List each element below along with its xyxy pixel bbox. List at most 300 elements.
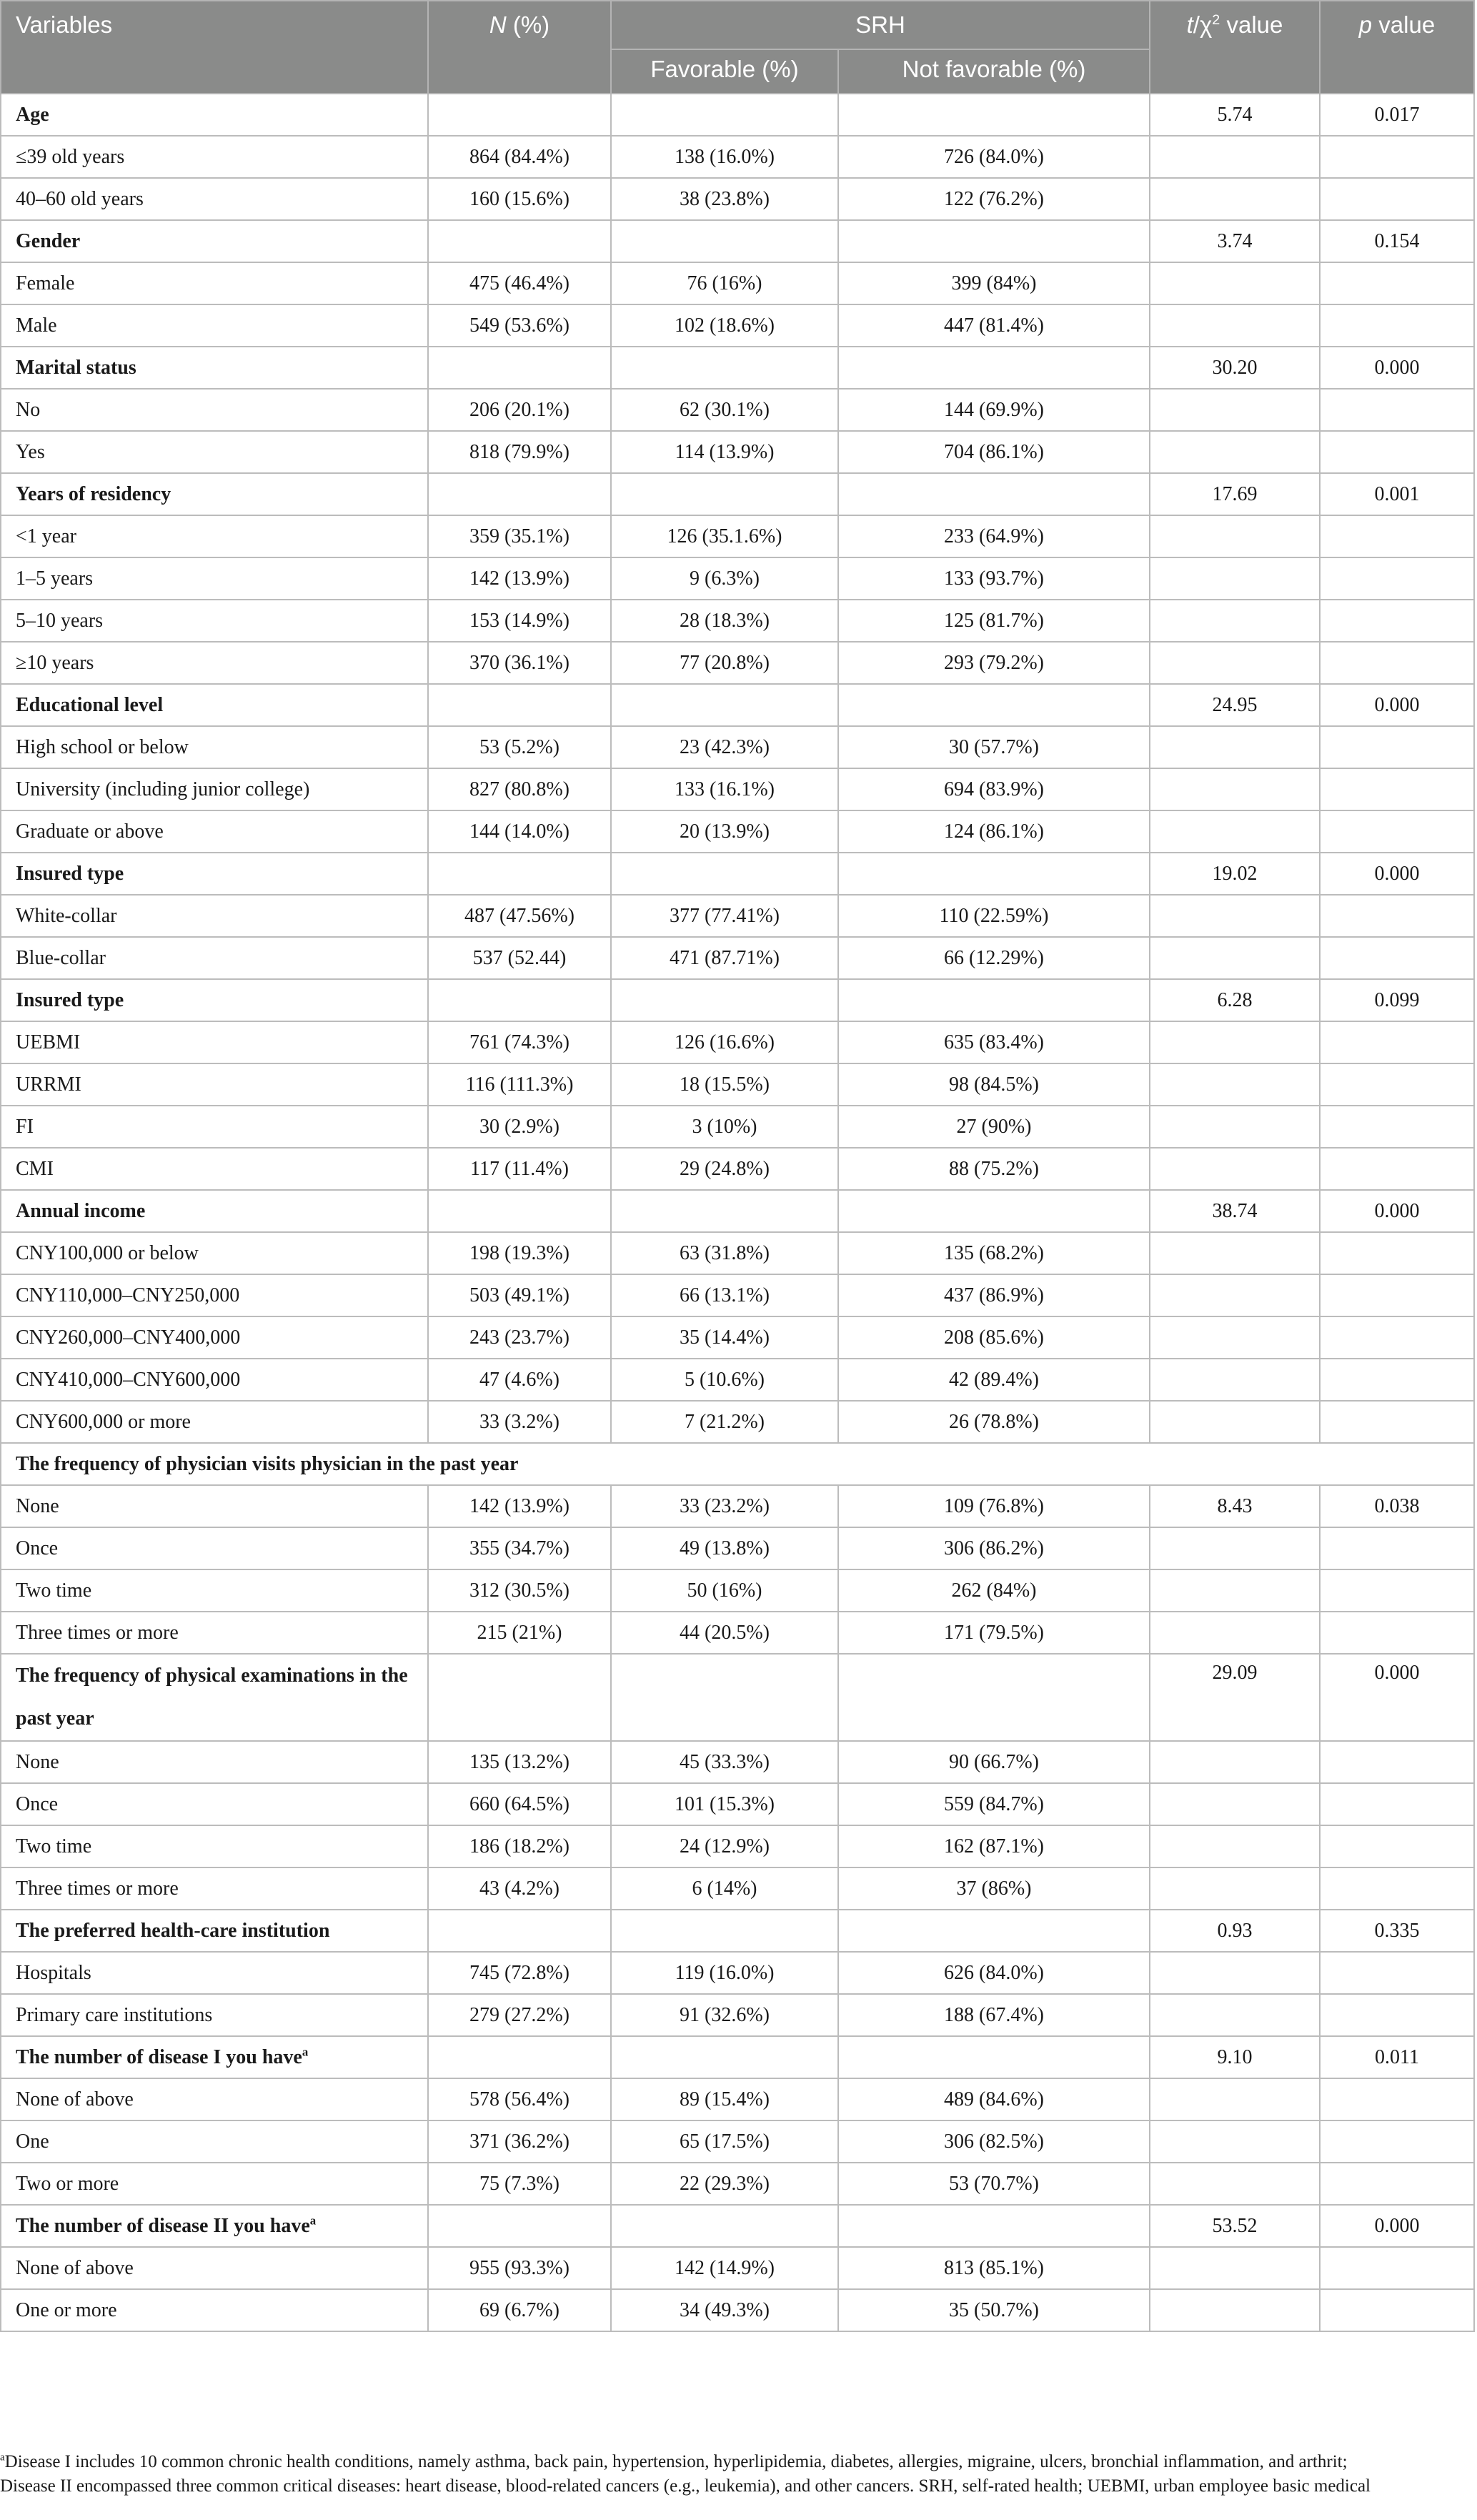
row-label xyxy=(1,726,428,768)
p-value-cell xyxy=(1320,937,1474,979)
stat-cell xyxy=(1150,2289,1320,2331)
stat-cell xyxy=(1150,1867,1320,1910)
row-label-text: Two time xyxy=(16,1579,92,1602)
header-n-italic: N xyxy=(489,11,507,38)
row-label xyxy=(1,347,428,389)
row-label-sup: a xyxy=(309,2213,317,2228)
row-label-text: CNY600,000 or more xyxy=(16,1410,191,1433)
n-cell: 503 (49.1%) xyxy=(428,1274,611,1316)
favorable-cell: 62 (30.1%) xyxy=(611,389,838,431)
table-row xyxy=(1,1485,1474,1527)
row-label-text: CNY100,000 or below xyxy=(16,1241,199,1264)
table-row xyxy=(1,2078,1474,2120)
stat-cell xyxy=(1150,1401,1320,1443)
row-label xyxy=(1,557,428,600)
p-value-cell xyxy=(1320,1401,1474,1443)
table-group-row xyxy=(1,473,1474,515)
row-label-text: <1 year xyxy=(16,525,76,547)
n-cell: 359 (35.1%) xyxy=(428,515,611,557)
stat-cell xyxy=(1150,1994,1320,2036)
n-cell: 370 (36.1%) xyxy=(428,642,611,684)
p-value-cell xyxy=(1320,557,1474,600)
table-row xyxy=(1,1741,1474,1783)
n-cell: 142 (13.9%) xyxy=(428,557,611,600)
stat-cell xyxy=(1150,1148,1320,1190)
favorable-cell: 24 (12.9%) xyxy=(611,1825,838,1867)
p-value-cell xyxy=(1320,1316,1474,1359)
n-cell: 117 (11.4%) xyxy=(428,1148,611,1190)
table-row xyxy=(1,2163,1474,2205)
n-cell: 827 (80.8%) xyxy=(428,768,611,810)
row-label xyxy=(1,1654,428,1741)
header-srh-text: SRH xyxy=(855,11,905,38)
stat-cell xyxy=(1150,2120,1320,2163)
not-favorable-cell xyxy=(838,1190,1150,1232)
n-cell: 215 (21%) xyxy=(428,1612,611,1654)
n-cell xyxy=(428,853,611,895)
n-cell: 142 (13.9%) xyxy=(428,1485,611,1527)
favorable-cell: 77 (20.8%) xyxy=(611,642,838,684)
row-label xyxy=(1,1527,428,1569)
favorable-cell: 471 (87.71%) xyxy=(611,937,838,979)
p-value-cell xyxy=(1320,1994,1474,2036)
header-p xyxy=(1320,1,1474,94)
stat-cell xyxy=(1150,136,1320,178)
n-cell: 487 (47.56%) xyxy=(428,895,611,937)
p-value-cell: 0.099 xyxy=(1320,979,1474,1021)
n-cell xyxy=(428,1654,611,1741)
row-label xyxy=(1,262,428,304)
stat-cell xyxy=(1150,515,1320,557)
favorable-cell: 33 (23.2%) xyxy=(611,1485,838,1527)
table-row xyxy=(1,1401,1474,1443)
not-favorable-cell: 27 (90%) xyxy=(838,1106,1150,1148)
stat-cell xyxy=(1150,600,1320,642)
not-favorable-cell: 66 (12.29%) xyxy=(838,937,1150,979)
n-cell xyxy=(428,684,611,726)
row-label-text: Blue-collar xyxy=(16,946,106,969)
p-value-cell xyxy=(1320,304,1474,347)
not-favorable-cell: 98 (84.5%) xyxy=(838,1063,1150,1106)
table-row xyxy=(1,2120,1474,2163)
table-row xyxy=(1,431,1474,473)
row-label-text: Yes xyxy=(16,440,45,463)
not-favorable-cell: 704 (86.1%) xyxy=(838,431,1150,473)
table-row xyxy=(1,1063,1474,1106)
stat-cell: 9.10 xyxy=(1150,2036,1320,2078)
p-value-cell xyxy=(1320,431,1474,473)
n-cell xyxy=(428,979,611,1021)
not-favorable-cell xyxy=(838,2036,1150,2078)
p-value-cell xyxy=(1320,2289,1474,2331)
not-favorable-cell: 306 (82.5%) xyxy=(838,2120,1150,2163)
n-cell: 75 (7.3%) xyxy=(428,2163,611,2205)
not-favorable-cell: 109 (76.8%) xyxy=(838,1485,1150,1527)
p-value-cell: 0.000 xyxy=(1320,347,1474,389)
n-cell: 116 (111.3%) xyxy=(428,1063,611,1106)
not-favorable-cell xyxy=(838,979,1150,1021)
stat-cell xyxy=(1150,2247,1320,2289)
p-value-cell xyxy=(1320,136,1474,178)
row-label xyxy=(1,220,428,262)
row-label xyxy=(1,1063,428,1106)
not-favorable-cell xyxy=(838,220,1150,262)
n-cell: 160 (15.6%) xyxy=(428,178,611,220)
row-label xyxy=(1,895,428,937)
table-row xyxy=(1,1527,1474,1569)
p-value-cell: 0.017 xyxy=(1320,94,1474,136)
table-group-row xyxy=(1,1443,1474,1485)
n-cell xyxy=(428,2205,611,2247)
p-value-cell xyxy=(1320,1569,1474,1612)
n-cell xyxy=(428,1910,611,1952)
favorable-cell: 9 (6.3%) xyxy=(611,557,838,600)
row-label-text: 5–10 years xyxy=(16,609,104,632)
not-favorable-cell: 88 (75.2%) xyxy=(838,1148,1150,1190)
stat-cell xyxy=(1150,1359,1320,1401)
header-t-chi xyxy=(1150,1,1320,94)
row-label-text: ≥10 years xyxy=(16,651,94,674)
p-value-cell: 0.154 xyxy=(1320,220,1474,262)
row-label xyxy=(1,1190,428,1232)
row-label xyxy=(1,2289,428,2331)
row-label xyxy=(1,937,428,979)
p-value-cell xyxy=(1320,1359,1474,1401)
stat-cell xyxy=(1150,2163,1320,2205)
p-value-cell xyxy=(1320,1021,1474,1063)
row-label xyxy=(1,178,428,220)
stat-cell: 6.28 xyxy=(1150,979,1320,1021)
stat-cell xyxy=(1150,1021,1320,1063)
favorable-cell: 126 (35.1.6%) xyxy=(611,515,838,557)
not-favorable-cell: 30 (57.7%) xyxy=(838,726,1150,768)
stat-cell: 29.09 xyxy=(1150,1654,1320,1741)
row-label xyxy=(1,642,428,684)
row-label-text: One xyxy=(16,2130,49,2153)
p-value-cell xyxy=(1320,178,1474,220)
n-cell: 144 (14.0%) xyxy=(428,810,611,853)
n-cell: 30 (2.9%) xyxy=(428,1106,611,1148)
n-cell: 243 (23.7%) xyxy=(428,1316,611,1359)
table-row xyxy=(1,1359,1474,1401)
row-label-text: One or more xyxy=(16,2298,117,2321)
not-favorable-cell xyxy=(838,1910,1150,1952)
favorable-cell: 7 (21.2%) xyxy=(611,1401,838,1443)
table-row xyxy=(1,515,1474,557)
table-row xyxy=(1,1825,1474,1867)
row-label-text: Three times or more xyxy=(16,1877,179,1900)
favorable-cell xyxy=(611,1190,838,1232)
row-label xyxy=(1,1952,428,1994)
header-not-favorable-text: Not favorable (%) xyxy=(902,56,1086,82)
not-favorable-cell xyxy=(838,1654,1150,1741)
row-label-text: UEBMI xyxy=(16,1031,81,1053)
favorable-cell xyxy=(611,1910,838,1952)
row-label xyxy=(1,304,428,347)
table-row xyxy=(1,937,1474,979)
row-label-text: The frequency of physician visits physician in the past year xyxy=(16,1452,519,1475)
row-label-text: The number of disease II you have xyxy=(16,2214,310,2237)
header-srh xyxy=(611,1,1150,49)
not-favorable-cell: 437 (86.9%) xyxy=(838,1274,1150,1316)
p-value-cell xyxy=(1320,1952,1474,1994)
stat-cell xyxy=(1150,1952,1320,1994)
row-label-text: Insured type xyxy=(16,988,124,1011)
n-cell: 33 (3.2%) xyxy=(428,1401,611,1443)
table-row xyxy=(1,600,1474,642)
row-label xyxy=(1,431,428,473)
table-row xyxy=(1,1569,1474,1612)
not-favorable-cell: 559 (84.7%) xyxy=(838,1783,1150,1825)
table-row xyxy=(1,1021,1474,1063)
stat-cell xyxy=(1150,1783,1320,1825)
p-value-cell xyxy=(1320,1274,1474,1316)
row-label xyxy=(1,2036,428,2078)
table-row xyxy=(1,557,1474,600)
n-cell: 371 (36.2%) xyxy=(428,2120,611,2163)
table-row xyxy=(1,178,1474,220)
favorable-cell: 50 (16%) xyxy=(611,1569,838,1612)
stat-cell xyxy=(1150,178,1320,220)
row-label-text: CNY110,000–CNY250,000 xyxy=(16,1284,240,1306)
favorable-cell xyxy=(611,684,838,726)
stat-cell xyxy=(1150,642,1320,684)
p-value-cell xyxy=(1320,1612,1474,1654)
table-footnote xyxy=(0,2450,1477,2499)
favorable-cell: 142 (14.9%) xyxy=(611,2247,838,2289)
table-row xyxy=(1,1612,1474,1654)
row-label-text: Graduate or above xyxy=(16,820,164,843)
row-label xyxy=(1,1612,428,1654)
row-label xyxy=(1,810,428,853)
favorable-cell: 23 (42.3%) xyxy=(611,726,838,768)
p-value-cell: 0.011 xyxy=(1320,2036,1474,2078)
row-label-text: High school or below xyxy=(16,735,189,758)
header-favorable xyxy=(611,49,838,94)
footnote-line2-text: Disease II encompassed three common critical diseases: heart disease, blood-related cancers (e.g., leukemia), and other cancers. SRH, self-rated health; UEBMI, urban employee basic medical xyxy=(0,2476,1371,2496)
stat-cell xyxy=(1150,895,1320,937)
header-t-mid: /χ xyxy=(1193,11,1213,38)
not-favorable-cell: 306 (86.2%) xyxy=(838,1527,1150,1569)
p-value-cell xyxy=(1320,768,1474,810)
n-cell: 186 (18.2%) xyxy=(428,1825,611,1867)
not-favorable-cell: 694 (83.9%) xyxy=(838,768,1150,810)
footnote-sup: a xyxy=(0,2451,5,2464)
table-row xyxy=(1,1316,1474,1359)
n-cell: 47 (4.6%) xyxy=(428,1359,611,1401)
table-group-row xyxy=(1,2036,1474,2078)
row-label-text: The preferred health-care institution xyxy=(16,1919,330,1942)
p-value-cell xyxy=(1320,642,1474,684)
n-cell xyxy=(428,2036,611,2078)
favorable-cell: 102 (18.6%) xyxy=(611,304,838,347)
favorable-cell: 34 (49.3%) xyxy=(611,2289,838,2331)
favorable-cell xyxy=(611,1654,838,1741)
row-label xyxy=(1,389,428,431)
table-row xyxy=(1,1106,1474,1148)
n-cell: 578 (56.4%) xyxy=(428,2078,611,2120)
stat-cell xyxy=(1150,431,1320,473)
row-label-text: 1–5 years xyxy=(16,567,94,590)
not-favorable-cell: 110 (22.59%) xyxy=(838,895,1150,937)
not-favorable-cell: 233 (64.9%) xyxy=(838,515,1150,557)
p-value-cell: 0.000 xyxy=(1320,853,1474,895)
n-cell: 279 (27.2%) xyxy=(428,1994,611,2036)
n-cell: 660 (64.5%) xyxy=(428,1783,611,1825)
favorable-cell xyxy=(611,94,838,136)
table-row xyxy=(1,262,1474,304)
stat-cell xyxy=(1150,1106,1320,1148)
row-label-text: Two time xyxy=(16,1835,92,1857)
not-favorable-cell: 188 (67.4%) xyxy=(838,1994,1150,2036)
stat-cell xyxy=(1150,262,1320,304)
stat-cell xyxy=(1150,810,1320,853)
p-value-cell xyxy=(1320,389,1474,431)
p-value-cell xyxy=(1320,1741,1474,1783)
header-t-sup: 2 xyxy=(1212,12,1220,28)
row-label xyxy=(1,1825,428,1867)
row-label-text: FI xyxy=(16,1115,34,1138)
stat-cell: 38.74 xyxy=(1150,1190,1320,1232)
stat-cell xyxy=(1150,1316,1320,1359)
row-label-text: None of above xyxy=(16,2256,134,2279)
favorable-cell xyxy=(611,473,838,515)
row-label xyxy=(1,1106,428,1148)
table-group-row xyxy=(1,2205,1474,2247)
table-group-row xyxy=(1,1190,1474,1232)
row-label xyxy=(1,1021,428,1063)
favorable-cell: 28 (18.3%) xyxy=(611,600,838,642)
p-value-cell: 0.000 xyxy=(1320,1654,1474,1741)
not-favorable-cell: 813 (85.1%) xyxy=(838,2247,1150,2289)
stat-cell xyxy=(1150,557,1320,600)
n-cell: 312 (30.5%) xyxy=(428,1569,611,1612)
header-t-rest: value xyxy=(1220,11,1283,38)
row-label-text: White-collar xyxy=(16,904,117,927)
not-favorable-cell: 262 (84%) xyxy=(838,1569,1150,1612)
row-label xyxy=(1,1569,428,1612)
stat-cell xyxy=(1150,768,1320,810)
row-label xyxy=(1,1994,428,2036)
row-label xyxy=(1,2078,428,2120)
row-label xyxy=(1,768,428,810)
favorable-cell: 101 (15.3%) xyxy=(611,1783,838,1825)
table-group-row xyxy=(1,220,1474,262)
footnote-line-1 xyxy=(0,2450,1477,2474)
n-cell: 745 (72.8%) xyxy=(428,1952,611,1994)
n-cell: 198 (19.3%) xyxy=(428,1232,611,1274)
table-body xyxy=(1,94,1474,2331)
table-row xyxy=(1,304,1474,347)
favorable-cell: 126 (16.6%) xyxy=(611,1021,838,1063)
n-cell: 537 (52.44) xyxy=(428,937,611,979)
stat-cell xyxy=(1150,726,1320,768)
favorable-cell: 22 (29.3%) xyxy=(611,2163,838,2205)
row-label xyxy=(1,1910,428,1952)
not-favorable-cell: 26 (78.8%) xyxy=(838,1401,1150,1443)
p-value-cell xyxy=(1320,2120,1474,2163)
p-value-cell xyxy=(1320,1148,1474,1190)
row-label-text: Years of residency xyxy=(16,482,171,505)
table-row xyxy=(1,768,1474,810)
row-label-text: CNY260,000–CNY400,000 xyxy=(16,1326,241,1349)
row-label-text: Male xyxy=(16,314,57,337)
stat-cell: 8.43 xyxy=(1150,1485,1320,1527)
favorable-cell xyxy=(611,220,838,262)
not-favorable-cell: 144 (69.9%) xyxy=(838,389,1150,431)
favorable-cell: 119 (16.0%) xyxy=(611,1952,838,1994)
favorable-cell: 133 (16.1%) xyxy=(611,768,838,810)
row-label xyxy=(1,136,428,178)
n-cell: 153 (14.9%) xyxy=(428,600,611,642)
p-value-cell xyxy=(1320,895,1474,937)
row-label xyxy=(1,1148,428,1190)
favorable-cell: 29 (24.8%) xyxy=(611,1148,838,1190)
row-label-text: Age xyxy=(16,103,49,126)
p-value-cell xyxy=(1320,515,1474,557)
p-value-cell xyxy=(1320,1232,1474,1274)
favorable-cell: 3 (10%) xyxy=(611,1106,838,1148)
not-favorable-cell: 726 (84.0%) xyxy=(838,136,1150,178)
p-value-cell xyxy=(1320,1527,1474,1569)
row-label xyxy=(1,2247,428,2289)
row-label-text: Educational level xyxy=(16,693,164,716)
n-cell xyxy=(428,220,611,262)
table-row xyxy=(1,1867,1474,1910)
not-favorable-cell: 35 (50.7%) xyxy=(838,2289,1150,2331)
p-value-cell xyxy=(1320,1783,1474,1825)
p-value-cell: 0.000 xyxy=(1320,2205,1474,2247)
favorable-cell xyxy=(611,853,838,895)
favorable-cell xyxy=(611,979,838,1021)
table-row xyxy=(1,1783,1474,1825)
row-label-text: Three times or more xyxy=(16,1621,179,1644)
stat-cell xyxy=(1150,1741,1320,1783)
not-favorable-cell: 122 (76.2%) xyxy=(838,178,1150,220)
row-label-sup: a xyxy=(302,2045,309,2059)
not-favorable-cell xyxy=(838,94,1150,136)
row-label-text: None xyxy=(16,1750,59,1773)
footnote-line-2 xyxy=(0,2474,1477,2499)
favorable-cell: 6 (14%) xyxy=(611,1867,838,1910)
row-label-text: Once xyxy=(16,1537,59,1559)
stat-cell: 24.95 xyxy=(1150,684,1320,726)
favorable-cell: 49 (13.8%) xyxy=(611,1527,838,1569)
not-favorable-cell: 90 (66.7%) xyxy=(838,1741,1150,1783)
favorable-cell xyxy=(611,2036,838,2078)
table-group-row xyxy=(1,1910,1474,1952)
row-label xyxy=(1,1741,428,1783)
row-label-text: No xyxy=(16,398,41,421)
favorable-cell: 38 (23.8%) xyxy=(611,178,838,220)
favorable-cell: 66 (13.1%) xyxy=(611,1274,838,1316)
header-n xyxy=(428,1,611,94)
p-value-cell xyxy=(1320,262,1474,304)
favorable-cell: 44 (20.5%) xyxy=(611,1612,838,1654)
row-label-text: Once xyxy=(16,1792,59,1815)
row-label xyxy=(1,1443,1474,1485)
row-label xyxy=(1,2120,428,2163)
p-value-cell xyxy=(1320,2247,1474,2289)
header-variables xyxy=(1,1,428,94)
header-t-italic: t xyxy=(1186,11,1193,38)
n-cell: 53 (5.2%) xyxy=(428,726,611,768)
favorable-cell: 63 (31.8%) xyxy=(611,1232,838,1274)
stat-cell xyxy=(1150,1527,1320,1569)
row-label xyxy=(1,515,428,557)
p-value-cell xyxy=(1320,2078,1474,2120)
header-p-rest: value xyxy=(1372,11,1436,38)
